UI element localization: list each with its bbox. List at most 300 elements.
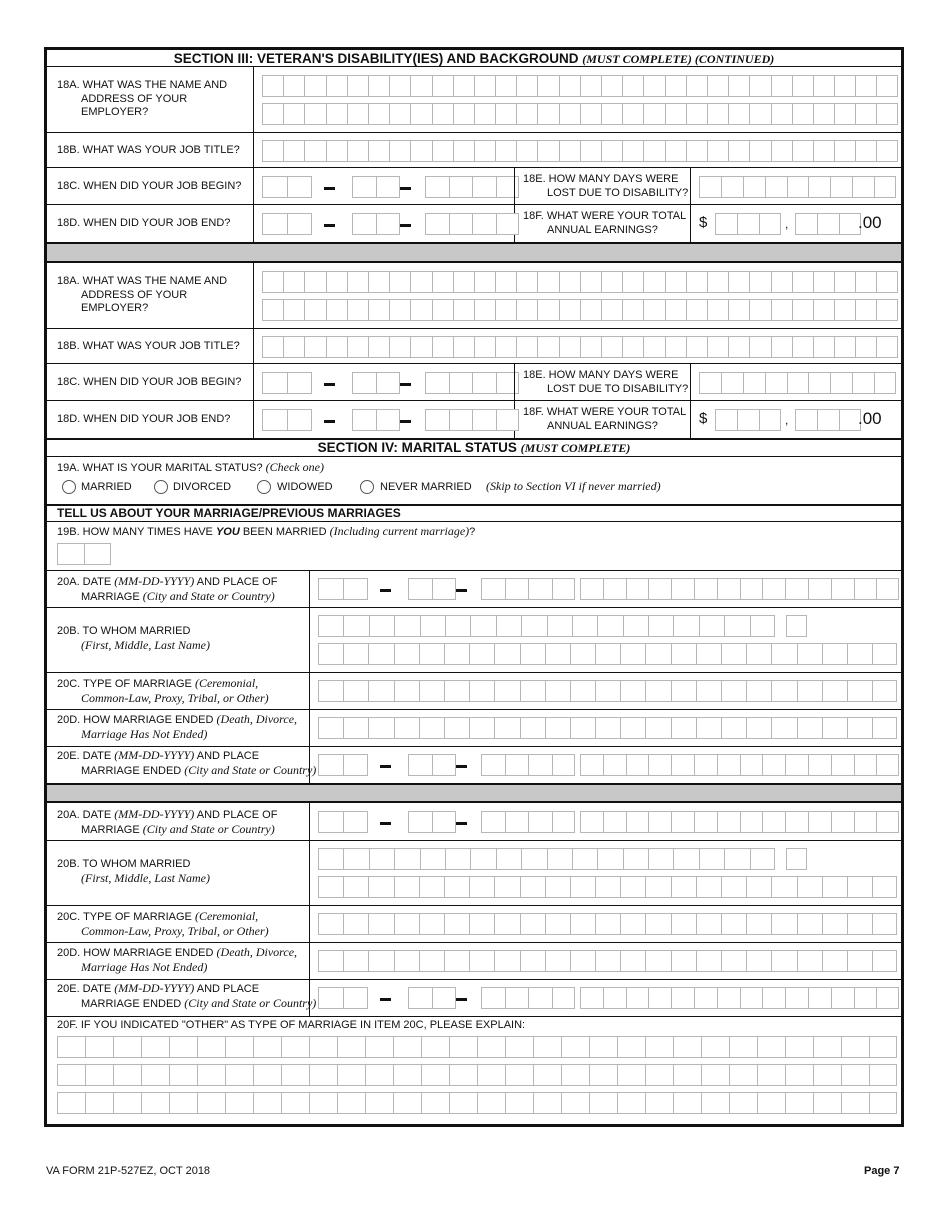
char-box[interactable] bbox=[495, 299, 516, 321]
char-box[interactable] bbox=[847, 876, 872, 898]
char-box[interactable] bbox=[528, 811, 552, 833]
char-box[interactable] bbox=[854, 811, 877, 833]
char-box[interactable] bbox=[765, 176, 787, 198]
char-box[interactable] bbox=[665, 336, 686, 358]
char-box[interactable] bbox=[771, 140, 792, 162]
char-box[interactable] bbox=[410, 336, 431, 358]
char-box[interactable] bbox=[444, 680, 469, 702]
char-box[interactable] bbox=[872, 950, 897, 972]
char-box[interactable] bbox=[520, 950, 545, 972]
char-box[interactable] bbox=[262, 140, 283, 162]
job-begin-date-year[interactable] bbox=[425, 176, 519, 198]
char-box[interactable] bbox=[603, 578, 626, 600]
char-box[interactable] bbox=[481, 578, 505, 600]
char-box[interactable] bbox=[665, 140, 686, 162]
char-box[interactable] bbox=[601, 299, 622, 321]
char-box[interactable] bbox=[813, 75, 834, 97]
char-box[interactable] bbox=[707, 75, 728, 97]
char-box[interactable] bbox=[326, 103, 347, 125]
char-box[interactable] bbox=[771, 680, 796, 702]
char-box[interactable] bbox=[85, 1036, 113, 1058]
char-box[interactable] bbox=[686, 140, 707, 162]
char-box[interactable] bbox=[537, 271, 558, 293]
char-box[interactable] bbox=[855, 336, 876, 358]
char-box[interactable] bbox=[728, 299, 749, 321]
char-box[interactable] bbox=[470, 848, 495, 870]
char-box[interactable] bbox=[505, 987, 529, 1009]
char-box[interactable] bbox=[419, 950, 444, 972]
job-begin-date-month[interactable] bbox=[262, 372, 312, 394]
char-box[interactable] bbox=[648, 615, 673, 637]
char-box[interactable] bbox=[643, 75, 664, 97]
char-box[interactable] bbox=[318, 811, 343, 833]
char-box[interactable] bbox=[262, 372, 287, 394]
char-box[interactable] bbox=[813, 299, 834, 321]
char-box[interactable] bbox=[648, 848, 673, 870]
char-box[interactable] bbox=[368, 103, 389, 125]
char-box[interactable] bbox=[474, 336, 495, 358]
char-box[interactable] bbox=[453, 336, 474, 358]
char-box[interactable] bbox=[724, 848, 749, 870]
char-box[interactable] bbox=[737, 409, 759, 431]
char-box[interactable] bbox=[830, 176, 852, 198]
char-box[interactable] bbox=[740, 811, 763, 833]
char-box[interactable] bbox=[326, 299, 347, 321]
char-box[interactable] bbox=[496, 848, 521, 870]
char-box[interactable] bbox=[620, 950, 645, 972]
char-box[interactable] bbox=[786, 615, 807, 637]
char-box[interactable] bbox=[696, 680, 721, 702]
char-box[interactable] bbox=[595, 717, 620, 739]
char-box[interactable] bbox=[785, 987, 808, 1009]
char-box[interactable] bbox=[595, 876, 620, 898]
char-box[interactable] bbox=[283, 103, 304, 125]
char-box[interactable] bbox=[721, 950, 746, 972]
char-box[interactable] bbox=[559, 140, 580, 162]
char-box[interactable] bbox=[876, 336, 897, 358]
char-box[interactable] bbox=[449, 1092, 477, 1114]
char-box[interactable] bbox=[876, 811, 899, 833]
char-box[interactable] bbox=[559, 299, 580, 321]
char-box[interactable] bbox=[520, 643, 545, 665]
char-box[interactable] bbox=[347, 140, 368, 162]
char-box[interactable] bbox=[449, 409, 473, 431]
char-box[interactable] bbox=[408, 811, 432, 833]
char-box[interactable] bbox=[792, 336, 813, 358]
char-box[interactable] bbox=[57, 1064, 85, 1086]
char-box[interactable] bbox=[696, 913, 721, 935]
char-box[interactable] bbox=[318, 680, 343, 702]
char-box[interactable] bbox=[347, 336, 368, 358]
char-box[interactable] bbox=[552, 811, 576, 833]
char-box[interactable] bbox=[759, 409, 781, 431]
char-box[interactable] bbox=[419, 913, 444, 935]
char-box[interactable] bbox=[831, 987, 854, 1009]
char-box[interactable] bbox=[665, 103, 686, 125]
char-box[interactable] bbox=[834, 140, 855, 162]
char-box[interactable] bbox=[425, 176, 449, 198]
char-box[interactable] bbox=[771, 336, 792, 358]
char-box[interactable] bbox=[262, 336, 283, 358]
char-box[interactable] bbox=[872, 913, 897, 935]
char-box[interactable] bbox=[516, 271, 537, 293]
char-box[interactable] bbox=[496, 372, 520, 394]
char-box[interactable] bbox=[671, 913, 696, 935]
char-box[interactable] bbox=[729, 1064, 757, 1086]
char-box[interactable] bbox=[432, 299, 453, 321]
char-box[interactable] bbox=[394, 643, 419, 665]
char-box[interactable] bbox=[545, 643, 570, 665]
char-box[interactable] bbox=[603, 754, 626, 776]
char-box[interactable] bbox=[343, 578, 368, 600]
char-box[interactable] bbox=[797, 717, 822, 739]
char-box[interactable] bbox=[854, 578, 877, 600]
char-box[interactable] bbox=[721, 643, 746, 665]
char-box[interactable] bbox=[474, 103, 495, 125]
char-box[interactable] bbox=[808, 176, 830, 198]
char-box[interactable] bbox=[469, 950, 494, 972]
char-box[interactable] bbox=[545, 950, 570, 972]
times-married-boxes[interactable] bbox=[57, 543, 111, 565]
char-box[interactable] bbox=[696, 876, 721, 898]
char-box[interactable] bbox=[343, 950, 368, 972]
char-box[interactable] bbox=[197, 1064, 225, 1086]
char-box[interactable] bbox=[645, 1092, 673, 1114]
char-box[interactable] bbox=[792, 103, 813, 125]
char-box[interactable] bbox=[595, 643, 620, 665]
char-box[interactable] bbox=[343, 643, 368, 665]
char-box[interactable] bbox=[262, 213, 287, 235]
char-box[interactable] bbox=[872, 717, 897, 739]
char-box[interactable] bbox=[494, 950, 519, 972]
char-box[interactable] bbox=[376, 176, 400, 198]
char-box[interactable] bbox=[601, 103, 622, 125]
char-box[interactable] bbox=[343, 680, 368, 702]
char-box[interactable] bbox=[537, 103, 558, 125]
char-box[interactable] bbox=[283, 75, 304, 97]
char-box[interactable] bbox=[505, 1064, 533, 1086]
char-box[interactable] bbox=[516, 75, 537, 97]
char-box[interactable] bbox=[874, 372, 896, 394]
char-box[interactable] bbox=[771, 75, 792, 97]
char-box[interactable] bbox=[813, 1036, 841, 1058]
char-box[interactable] bbox=[533, 1064, 561, 1086]
char-box[interactable] bbox=[432, 140, 453, 162]
char-box[interactable] bbox=[494, 717, 519, 739]
char-box[interactable] bbox=[855, 299, 876, 321]
char-box[interactable] bbox=[701, 1064, 729, 1086]
char-box[interactable] bbox=[771, 271, 792, 293]
char-box[interactable] bbox=[834, 271, 855, 293]
char-box[interactable] bbox=[84, 543, 111, 565]
char-box[interactable] bbox=[876, 754, 899, 776]
char-box[interactable] bbox=[855, 103, 876, 125]
char-box[interactable] bbox=[481, 754, 505, 776]
char-box[interactable] bbox=[765, 372, 787, 394]
char-box[interactable] bbox=[505, 754, 529, 776]
char-box[interactable] bbox=[394, 876, 419, 898]
char-box[interactable] bbox=[552, 754, 576, 776]
char-box[interactable] bbox=[85, 1064, 113, 1086]
char-box[interactable] bbox=[343, 876, 368, 898]
char-box[interactable] bbox=[795, 213, 817, 235]
char-box[interactable] bbox=[169, 1036, 197, 1058]
char-box[interactable] bbox=[626, 578, 649, 600]
char-box[interactable] bbox=[701, 1036, 729, 1058]
char-box[interactable] bbox=[376, 409, 400, 431]
char-box[interactable] bbox=[721, 913, 746, 935]
char-box[interactable] bbox=[617, 1036, 645, 1058]
char-box[interactable] bbox=[622, 75, 643, 97]
char-box[interactable] bbox=[368, 140, 389, 162]
char-box[interactable] bbox=[410, 103, 431, 125]
char-box[interactable] bbox=[808, 578, 831, 600]
char-box[interactable] bbox=[408, 987, 432, 1009]
char-box[interactable] bbox=[792, 140, 813, 162]
char-box[interactable] bbox=[822, 717, 847, 739]
char-box[interactable] bbox=[589, 1092, 617, 1114]
char-box[interactable] bbox=[389, 271, 410, 293]
char-box[interactable] bbox=[337, 1036, 365, 1058]
char-box[interactable] bbox=[469, 876, 494, 898]
char-box[interactable] bbox=[394, 615, 419, 637]
char-box[interactable] bbox=[601, 140, 622, 162]
char-box[interactable] bbox=[494, 913, 519, 935]
char-box[interactable] bbox=[671, 717, 696, 739]
char-box[interactable] bbox=[561, 1036, 589, 1058]
char-box[interactable] bbox=[453, 271, 474, 293]
char-box[interactable] bbox=[617, 1092, 645, 1114]
job-end-date-year[interactable] bbox=[425, 409, 519, 431]
job-end-date-year[interactable] bbox=[425, 213, 519, 235]
char-box[interactable] bbox=[410, 140, 431, 162]
char-box[interactable] bbox=[771, 103, 792, 125]
char-box[interactable] bbox=[394, 717, 419, 739]
char-box[interactable] bbox=[757, 1036, 785, 1058]
char-box[interactable] bbox=[561, 1092, 589, 1114]
char-box[interactable] bbox=[449, 176, 473, 198]
char-box[interactable] bbox=[808, 811, 831, 833]
char-box[interactable] bbox=[425, 372, 449, 394]
char-box[interactable] bbox=[318, 848, 343, 870]
char-box[interactable] bbox=[520, 680, 545, 702]
char-box[interactable] bbox=[785, 811, 808, 833]
char-box[interactable] bbox=[671, 811, 694, 833]
char-box[interactable] bbox=[737, 213, 759, 235]
char-box[interactable] bbox=[57, 543, 84, 565]
char-box[interactable] bbox=[469, 717, 494, 739]
char-box[interactable] bbox=[85, 1092, 113, 1114]
char-box[interactable] bbox=[786, 848, 807, 870]
char-box[interactable] bbox=[368, 680, 393, 702]
char-box[interactable] bbox=[872, 680, 897, 702]
employer-address-boxes[interactable] bbox=[262, 299, 898, 321]
char-box[interactable] bbox=[696, 643, 721, 665]
char-box[interactable] bbox=[620, 913, 645, 935]
char-box[interactable] bbox=[785, 1064, 813, 1086]
char-box[interactable] bbox=[665, 271, 686, 293]
marriage-end-place-boxes-2[interactable] bbox=[580, 987, 899, 1009]
earnings-hundreds-boxes[interactable] bbox=[795, 213, 861, 235]
char-box[interactable] bbox=[771, 950, 796, 972]
char-box[interactable] bbox=[792, 271, 813, 293]
marriage-type-boxes-1[interactable] bbox=[318, 680, 897, 702]
char-box[interactable] bbox=[717, 811, 740, 833]
char-box[interactable] bbox=[347, 271, 368, 293]
char-box[interactable] bbox=[622, 103, 643, 125]
char-box[interactable] bbox=[365, 1036, 393, 1058]
char-box[interactable] bbox=[559, 271, 580, 293]
char-box[interactable] bbox=[496, 409, 520, 431]
char-box[interactable] bbox=[869, 1092, 897, 1114]
char-box[interactable] bbox=[281, 1064, 309, 1086]
char-box[interactable] bbox=[852, 176, 874, 198]
char-box[interactable] bbox=[444, 876, 469, 898]
char-box[interactable] bbox=[570, 717, 595, 739]
char-box[interactable] bbox=[728, 336, 749, 358]
char-box[interactable] bbox=[785, 1092, 813, 1114]
char-box[interactable] bbox=[495, 336, 516, 358]
char-box[interactable] bbox=[262, 271, 283, 293]
char-box[interactable] bbox=[283, 140, 304, 162]
char-box[interactable] bbox=[432, 75, 453, 97]
char-box[interactable] bbox=[432, 987, 456, 1009]
job-begin-date-day[interactable] bbox=[352, 372, 400, 394]
char-box[interactable] bbox=[645, 1064, 673, 1086]
char-box[interactable] bbox=[368, 299, 389, 321]
char-box[interactable] bbox=[643, 336, 664, 358]
char-box[interactable] bbox=[694, 987, 717, 1009]
char-box[interactable] bbox=[352, 213, 376, 235]
char-box[interactable] bbox=[686, 299, 707, 321]
char-box[interactable] bbox=[728, 75, 749, 97]
char-box[interactable] bbox=[852, 372, 874, 394]
char-box[interactable] bbox=[533, 1092, 561, 1114]
char-box[interactable] bbox=[648, 578, 671, 600]
char-box[interactable] bbox=[822, 913, 847, 935]
radio-divorced[interactable] bbox=[154, 480, 168, 494]
char-box[interactable] bbox=[389, 103, 410, 125]
char-box[interactable] bbox=[876, 103, 897, 125]
marriage-type-boxes-2[interactable] bbox=[318, 913, 897, 935]
char-box[interactable] bbox=[141, 1036, 169, 1058]
char-box[interactable] bbox=[746, 876, 771, 898]
char-box[interactable] bbox=[572, 615, 597, 637]
char-box[interactable] bbox=[432, 811, 456, 833]
marriage-date-1-year[interactable] bbox=[481, 578, 575, 600]
char-box[interactable] bbox=[570, 950, 595, 972]
char-box[interactable] bbox=[570, 876, 595, 898]
char-box[interactable] bbox=[792, 299, 813, 321]
char-box[interactable] bbox=[622, 140, 643, 162]
char-box[interactable] bbox=[707, 140, 728, 162]
char-box[interactable] bbox=[432, 754, 456, 776]
char-box[interactable] bbox=[645, 680, 670, 702]
char-box[interactable] bbox=[813, 271, 834, 293]
char-box[interactable] bbox=[326, 336, 347, 358]
char-box[interactable] bbox=[623, 615, 648, 637]
char-box[interactable] bbox=[874, 176, 896, 198]
marriage-date-2-year[interactable] bbox=[481, 811, 575, 833]
char-box[interactable] bbox=[343, 811, 368, 833]
char-box[interactable] bbox=[808, 987, 831, 1009]
char-box[interactable] bbox=[645, 876, 670, 898]
char-box[interactable] bbox=[472, 372, 496, 394]
char-box[interactable] bbox=[620, 876, 645, 898]
char-box[interactable] bbox=[771, 913, 796, 935]
char-box[interactable] bbox=[547, 615, 572, 637]
char-box[interactable] bbox=[309, 1036, 337, 1058]
char-box[interactable] bbox=[309, 1092, 337, 1114]
days-lost-boxes[interactable] bbox=[699, 372, 896, 394]
char-box[interactable] bbox=[622, 299, 643, 321]
char-box[interactable] bbox=[394, 913, 419, 935]
char-box[interactable] bbox=[595, 950, 620, 972]
char-box[interactable] bbox=[283, 336, 304, 358]
earnings-thousands-boxes[interactable] bbox=[715, 213, 781, 235]
char-box[interactable] bbox=[368, 271, 389, 293]
char-box[interactable] bbox=[728, 140, 749, 162]
char-box[interactable] bbox=[309, 1064, 337, 1086]
spouse-first-middle-boxes-2[interactable] bbox=[318, 848, 775, 870]
char-box[interactable] bbox=[393, 1064, 421, 1086]
char-box[interactable] bbox=[444, 643, 469, 665]
char-box[interactable] bbox=[141, 1064, 169, 1086]
char-box[interactable] bbox=[749, 336, 770, 358]
char-box[interactable] bbox=[622, 336, 643, 358]
char-box[interactable] bbox=[749, 103, 770, 125]
char-box[interactable] bbox=[425, 409, 449, 431]
char-box[interactable] bbox=[771, 717, 796, 739]
marriage-place-boxes-1[interactable] bbox=[580, 578, 899, 600]
char-box[interactable] bbox=[671, 876, 696, 898]
char-box[interactable] bbox=[304, 103, 325, 125]
char-box[interactable] bbox=[432, 336, 453, 358]
char-box[interactable] bbox=[603, 811, 626, 833]
char-box[interactable] bbox=[545, 913, 570, 935]
radio-widowed[interactable] bbox=[257, 480, 271, 494]
char-box[interactable] bbox=[559, 75, 580, 97]
char-box[interactable] bbox=[648, 987, 671, 1009]
char-box[interactable] bbox=[421, 1036, 449, 1058]
char-box[interactable] bbox=[834, 299, 855, 321]
char-box[interactable] bbox=[797, 643, 822, 665]
char-box[interactable] bbox=[496, 213, 520, 235]
char-box[interactable] bbox=[516, 299, 537, 321]
earnings-hundreds-boxes[interactable] bbox=[795, 409, 861, 431]
char-box[interactable] bbox=[831, 754, 854, 776]
char-box[interactable] bbox=[516, 336, 537, 358]
char-box[interactable] bbox=[113, 1064, 141, 1086]
char-box[interactable] bbox=[808, 372, 830, 394]
char-box[interactable] bbox=[304, 299, 325, 321]
employer-name-boxes[interactable] bbox=[262, 75, 898, 97]
char-box[interactable] bbox=[580, 336, 601, 358]
char-box[interactable] bbox=[717, 754, 740, 776]
char-box[interactable] bbox=[876, 299, 897, 321]
char-box[interactable] bbox=[831, 578, 854, 600]
char-box[interactable] bbox=[580, 578, 603, 600]
char-box[interactable] bbox=[580, 103, 601, 125]
job-begin-date-day[interactable] bbox=[352, 176, 400, 198]
char-box[interactable] bbox=[389, 299, 410, 321]
char-box[interactable] bbox=[721, 876, 746, 898]
char-box[interactable] bbox=[626, 754, 649, 776]
char-box[interactable] bbox=[707, 271, 728, 293]
char-box[interactable] bbox=[410, 271, 431, 293]
days-lost-boxes[interactable] bbox=[699, 176, 896, 198]
char-box[interactable] bbox=[665, 75, 686, 97]
